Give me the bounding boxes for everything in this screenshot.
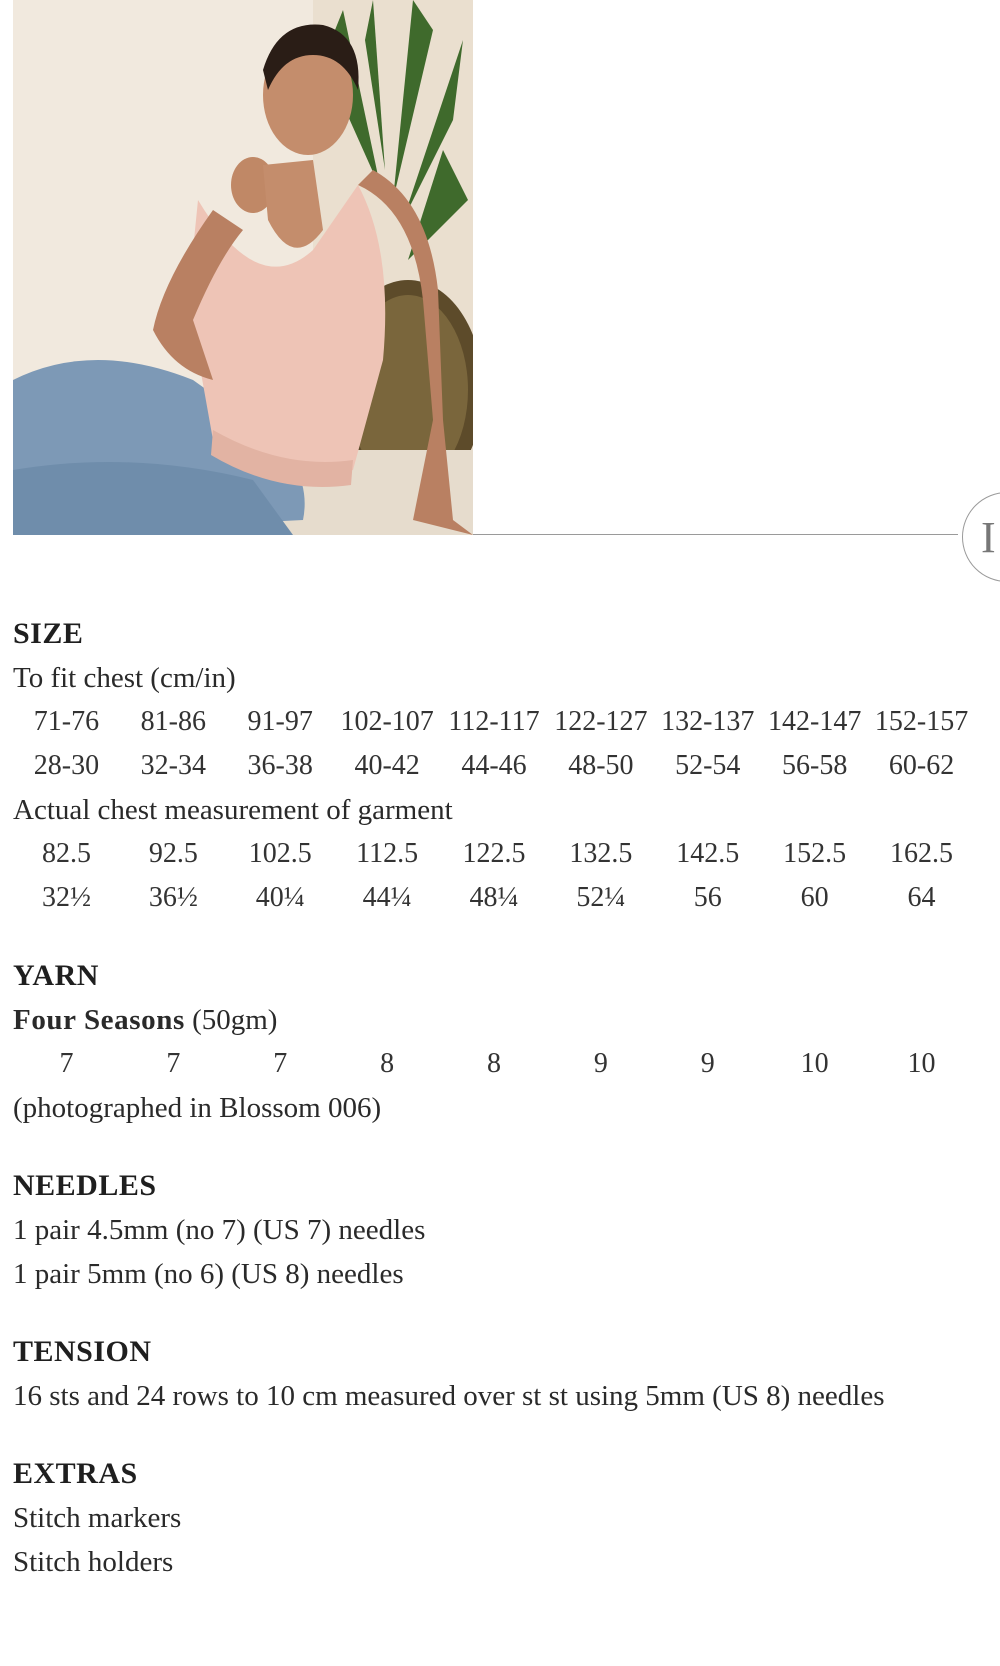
size-cell: 60 xyxy=(800,882,829,913)
size-cell: 142.5 xyxy=(676,838,740,869)
size-cell: 152-157 xyxy=(874,706,969,737)
size-cell: 132-137 xyxy=(661,706,755,737)
size-cell: 56-58 xyxy=(782,750,848,781)
tension-text: 16 sts and 24 rows to 10 cm measured over st st using 5mm (US 8) needles xyxy=(13,1380,885,1412)
ball-count: 8 xyxy=(380,1048,395,1079)
ball-count: 7 xyxy=(59,1048,74,1079)
size-heading: SIZE xyxy=(13,617,84,650)
ball-count: 10 xyxy=(800,1048,829,1079)
size-cell: 40¼ xyxy=(255,882,305,913)
size-cell: 64 xyxy=(907,882,936,913)
size-cell: 102.5 xyxy=(248,838,312,869)
size-cell: 60-62 xyxy=(888,750,955,781)
yarn-name: Four Seasons xyxy=(13,1004,185,1036)
yarn-section xyxy=(13,954,988,1130)
size-cell: 32½ xyxy=(41,882,91,913)
size-cell: 32-34 xyxy=(140,750,206,781)
size-cell: 112-117 xyxy=(448,706,540,737)
size-cell: 82.5 xyxy=(41,838,91,869)
ball-count: 7 xyxy=(273,1048,288,1079)
size-cell: 44-46 xyxy=(461,750,527,781)
woman-knitted-vest-photo xyxy=(13,0,473,535)
extras-item: Stitch markers xyxy=(13,1502,182,1534)
size-cell: 48¼ xyxy=(469,882,519,913)
size-cell: 112.5 xyxy=(356,838,419,869)
horizontal-rule xyxy=(473,534,958,535)
size-cell: 28-30 xyxy=(33,750,100,781)
size-cell: 152.5 xyxy=(783,838,847,869)
ball-count: 7 xyxy=(166,1048,181,1079)
size-section xyxy=(13,612,988,920)
actual-chest-cm-row xyxy=(13,832,975,876)
extras-item: Stitch holders xyxy=(13,1546,174,1578)
needles-heading: NEEDLES xyxy=(13,1169,157,1202)
size-cell: 142-147 xyxy=(768,706,862,737)
page-tab-letter: I xyxy=(981,512,996,562)
yarn-name-line xyxy=(13,998,988,1042)
pattern-info xyxy=(13,612,988,1618)
size-cell: 162.5 xyxy=(890,838,954,869)
yarn-weight: (50gm) xyxy=(184,1004,278,1036)
extras-heading: EXTRAS xyxy=(13,1457,138,1490)
extras-section xyxy=(13,1452,988,1584)
photographed-note: (photographed in Blossom 006) xyxy=(13,1092,382,1124)
size-cell: 56 xyxy=(693,882,722,913)
yarn-heading: YARN xyxy=(13,959,99,992)
fit-chest-in-row xyxy=(13,744,975,788)
size-cell: 36½ xyxy=(148,882,198,913)
size-cell: 71-76 xyxy=(33,706,100,737)
size-cell: 36-38 xyxy=(247,750,313,781)
actual-chest-label: Actual chest measurement of garment xyxy=(13,794,453,826)
size-cell: 102-107 xyxy=(340,706,434,737)
size-cell: 52-54 xyxy=(675,750,741,781)
yarn-balls-row xyxy=(13,1042,975,1086)
size-cell: 122-127 xyxy=(554,706,648,737)
size-cell: 91-97 xyxy=(247,706,313,737)
fit-chest-cm-row xyxy=(13,700,975,744)
fit-chest-label: To fit chest (cm/in) xyxy=(13,662,236,694)
actual-chest-in-row xyxy=(13,876,975,920)
size-cell: 40-42 xyxy=(354,750,420,781)
needles-section xyxy=(13,1164,988,1296)
tension-section xyxy=(13,1330,988,1418)
size-cell: 44¼ xyxy=(362,882,412,913)
size-cell: 132.5 xyxy=(569,838,633,869)
ball-count: 10 xyxy=(907,1048,936,1079)
page-tab-icon xyxy=(962,492,1000,582)
needle-line: 1 pair 4.5mm (no 7) (US 7) needles xyxy=(13,1214,426,1246)
size-cell: 48-50 xyxy=(568,750,634,781)
model-photo xyxy=(13,0,473,535)
size-cell: 52¼ xyxy=(576,882,626,913)
ball-count: 8 xyxy=(486,1048,501,1079)
ball-count: 9 xyxy=(593,1048,608,1079)
tension-heading: TENSION xyxy=(13,1335,152,1368)
size-cell: 122.5 xyxy=(462,838,526,869)
size-cell: 92.5 xyxy=(148,838,198,869)
ball-count: 9 xyxy=(700,1048,715,1079)
needle-line: 1 pair 5mm (no 6) (US 8) needles xyxy=(13,1258,404,1290)
size-cell: 81-86 xyxy=(140,706,206,737)
